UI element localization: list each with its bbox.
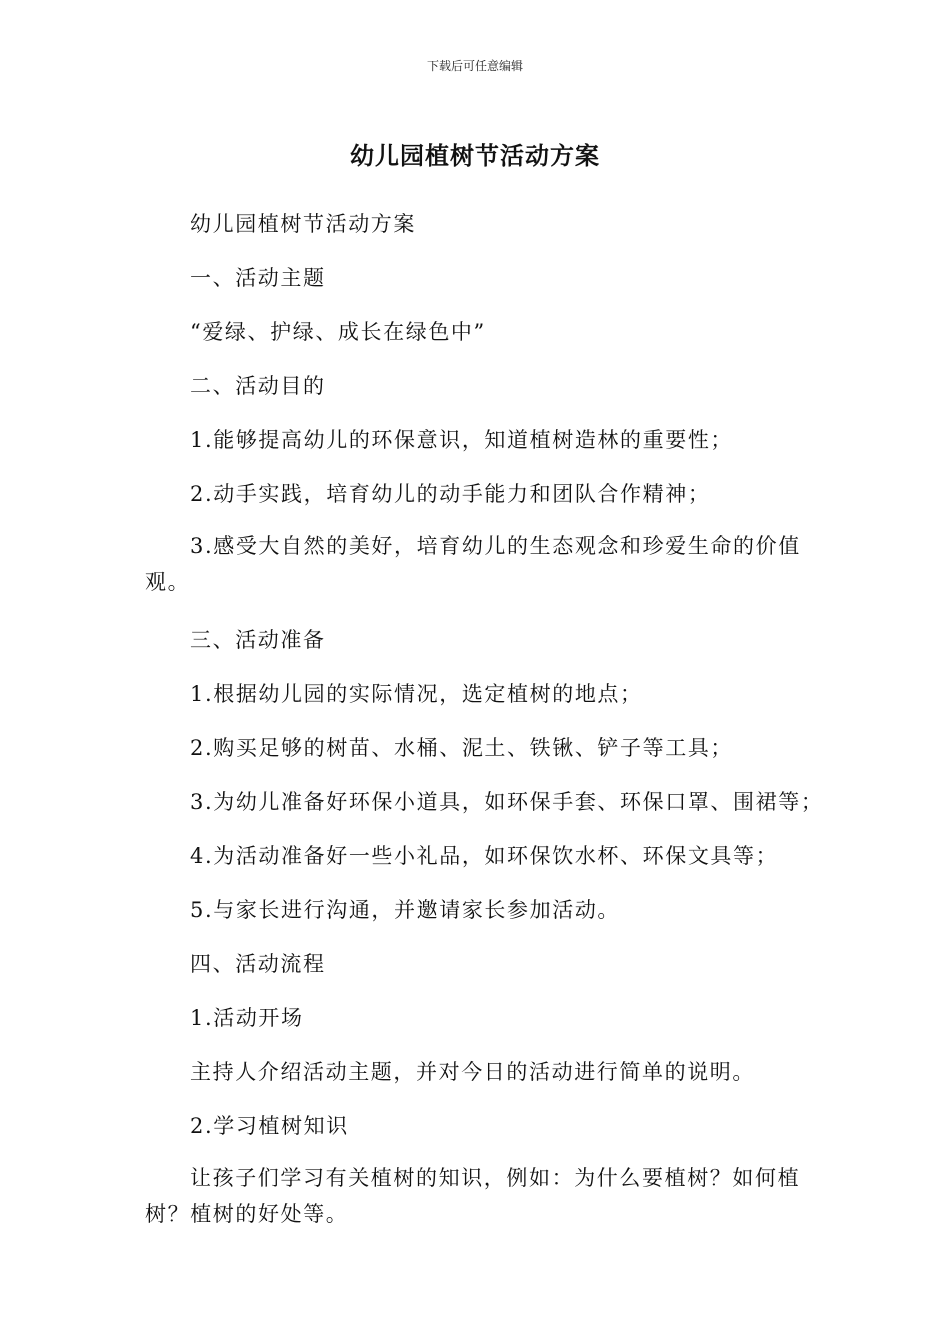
list-item-purpose-1: 1.能够提高幼儿的环保意识，知道植树造林的重要性； <box>190 428 734 452</box>
paragraph-learning: 让孩子们学习有关植树的知识，例如：为什么要植树？如何植树？植树的好处等。 <box>145 1166 801 1226</box>
header-note: 下载后可任意编辑 <box>426 59 523 73</box>
subheading-learning: 2.学习植树知识 <box>190 1114 349 1138</box>
list-item-preparation-2: 2.购买足够的树苗、水桶、泥土、铁锹、铲子等工具； <box>190 736 734 760</box>
paragraph-opening: 主持人介绍活动主题，并对今日的活动进行简单的说明。 <box>190 1060 755 1084</box>
list-item-purpose-3: 3.感受大自然的美好，培育幼儿的生态观念和珍爱生命的价值观。 <box>145 534 801 594</box>
list-item-preparation-4: 4.为活动准备好一些小礼品，如环保饮水杯、环保文具等； <box>190 844 779 868</box>
list-item-preparation-3: 3.为幼儿准备好环保小道具，如环保手套、环保口罩、围裙等； <box>190 790 824 814</box>
section-heading-process: 四、活动流程 <box>190 952 326 976</box>
section-heading-purpose: 二、活动目的 <box>190 374 326 398</box>
document-title: 幼儿园植树节活动方案 <box>350 142 600 170</box>
section-heading-preparation: 三、活动准备 <box>190 628 326 652</box>
subheading-opening: 1.活动开场 <box>190 1006 304 1030</box>
paragraph-subtitle: 幼儿园植树节活动方案 <box>190 212 416 236</box>
paragraph-theme: “爱绿、护绿、成长在绿色中” <box>190 320 486 344</box>
section-heading-theme: 一、活动主题 <box>190 266 326 290</box>
list-item-preparation-1: 1.根据幼儿园的实际情况，选定植树的地点； <box>190 682 643 706</box>
list-item-purpose-2: 2.动手实践，培育幼儿的动手能力和团队合作精神； <box>190 482 711 506</box>
list-item-preparation-5: 5.与家长进行沟通，并邀请家长参加活动。 <box>190 898 621 922</box>
